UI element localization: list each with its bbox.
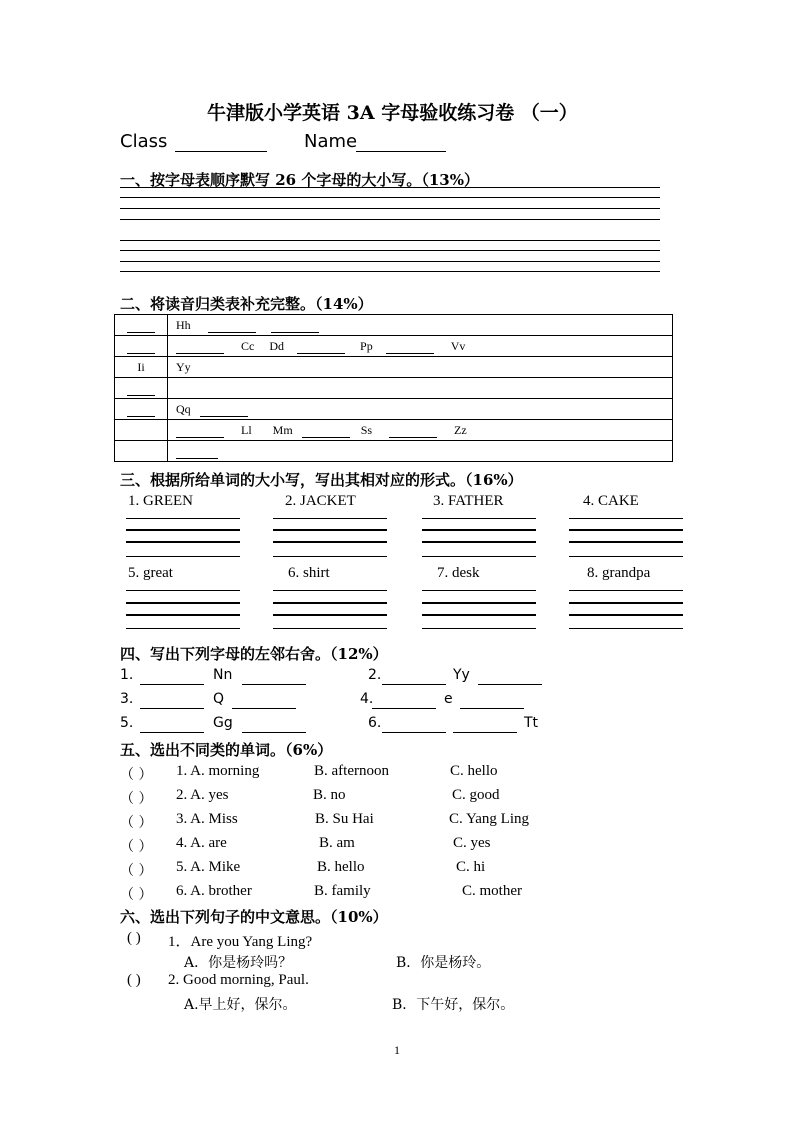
option-a: 4. A. are [176, 835, 227, 851]
neighbor-blank[interactable] [372, 708, 436, 709]
table-cell[interactable] [168, 399, 673, 420]
neighbor-letter-q: Q [213, 691, 225, 707]
neighbor-blank[interactable] [242, 684, 306, 685]
page-number: 1 [394, 1043, 400, 1057]
letter-yy: Yy [176, 359, 191, 374]
neighbor-blank[interactable] [232, 708, 296, 709]
neighbor-blank[interactable] [242, 732, 306, 733]
option-b: B. hello [317, 859, 365, 875]
option-a: 1. A. morning [176, 763, 260, 779]
table-cell[interactable] [168, 378, 673, 399]
name-label: Name [304, 131, 358, 152]
neighbor-blank[interactable] [382, 684, 446, 685]
table-cell[interactable] [168, 336, 673, 357]
neighbor-letter-yy: Yy [453, 667, 470, 683]
neighbor-num-2: 2. [368, 667, 382, 683]
option-b: B. afternoon [314, 763, 389, 779]
neighbor-blank[interactable] [382, 732, 446, 733]
answer-paren[interactable]: （ ） [120, 767, 153, 783]
neighbor-num-5: 5. [120, 715, 134, 731]
table-cell[interactable] [168, 315, 673, 336]
table-cell[interactable] [115, 441, 168, 462]
table-row [115, 315, 673, 336]
option-c: C. good [452, 787, 500, 803]
letter-hh: Hh [176, 317, 191, 332]
option-b: B. no [313, 787, 346, 803]
section5-heading: 五、选出不同类的单词。（6%） [120, 741, 333, 759]
word-green: 1. GREEN [128, 493, 193, 509]
section6-heading: 六、选出下列句子的中文意思。（10%） [120, 908, 388, 926]
table-row [115, 336, 673, 357]
section4-heading: 四、写出下列字母的左邻右舍。（12%） [120, 645, 388, 663]
neighbor-num-1: 1. [120, 667, 134, 683]
neighbor-letter-nn: Nn [213, 667, 233, 683]
table-cell[interactable] [168, 441, 673, 462]
neighbor-num-3: 3. [120, 691, 134, 707]
table-cell[interactable] [115, 420, 168, 441]
table-cell[interactable] [115, 336, 168, 357]
table-row [115, 357, 673, 378]
answer-paren[interactable]: （ ） [120, 887, 153, 903]
table-cell[interactable] [168, 357, 673, 378]
answer-paren[interactable]: （ ） [120, 791, 153, 807]
letter-zz: Zz [454, 422, 467, 437]
option-c: C. hi [456, 859, 486, 875]
letter-qq: Qq [176, 401, 191, 416]
neighbor-letter-tt: Tt [524, 715, 539, 731]
option-a: 5. A. Mike [176, 859, 241, 875]
table-cell[interactable] [115, 315, 168, 336]
word-shirt: 6. shirt [288, 565, 330, 581]
word-cake: 4. CAKE [583, 493, 639, 509]
neighbor-num-6: 6. [368, 715, 382, 731]
table-row [115, 399, 673, 420]
section2-heading: 二、将读音归类表补充完整。（14%） [120, 295, 373, 313]
section1-heading: 一、按字母表顺序默写 26 个字母的大小写。（13%） [120, 171, 479, 189]
answer-paren[interactable]: ( ) [127, 930, 141, 946]
letter-pp: Pp [360, 338, 373, 353]
word-jacket: 2. JACKET [285, 493, 356, 509]
neighbor-blank[interactable] [140, 732, 204, 733]
neighbor-letter-e: e [444, 691, 453, 707]
name-blank[interactable] [356, 151, 446, 152]
letter-mm: Mm [272, 422, 293, 437]
sound-classification-table [114, 314, 673, 462]
table-cell: Ii [115, 357, 168, 378]
option-a: A.早上好，保尔。 [184, 997, 297, 1013]
letter-dd: Dd [269, 338, 285, 353]
option-a: 6. A. brother [176, 883, 252, 899]
option-c: C. Yang Ling [449, 811, 530, 827]
letter-cc: Cc [241, 338, 255, 353]
neighbor-blank[interactable] [453, 732, 517, 733]
option-b: B. am [319, 835, 355, 851]
table-row [115, 441, 673, 462]
question-text: 1．Are you Yang Ling? [168, 934, 313, 950]
section3-heading: 三、根据所给单词的大小写，写出其相对应的形式。（16%） [120, 471, 523, 489]
neighbor-blank[interactable] [140, 684, 204, 685]
page-title: 牛津版小学英语 3A 字母验收练习卷 （一） [207, 102, 578, 124]
table-row [115, 420, 673, 441]
word-desk: 7. desk [437, 565, 480, 581]
option-c: C. mother [462, 883, 522, 899]
word-grandpa: 8. grandpa [587, 565, 651, 581]
neighbor-blank[interactable] [140, 708, 204, 709]
option-b: B．下午好，保尔。 [392, 997, 515, 1013]
table-row [115, 378, 673, 399]
table-cell[interactable] [168, 420, 673, 441]
table-cell[interactable] [115, 399, 168, 420]
answer-paren[interactable]: （ ） [120, 815, 153, 831]
class-label: Class [120, 131, 168, 152]
neighbor-blank[interactable] [478, 684, 542, 685]
word-great: 5. great [128, 565, 173, 581]
letter-vv: Vv [450, 338, 466, 353]
word-father: 3. FATHER [433, 493, 504, 509]
neighbor-num-4: 4. [360, 691, 374, 707]
option-a: 2. A. yes [176, 787, 229, 803]
class-blank[interactable] [175, 151, 267, 152]
letter-ll: Ll [241, 422, 252, 437]
neighbor-blank[interactable] [460, 708, 524, 709]
option-a: 3. A. Miss [176, 811, 238, 827]
option-b: B. family [314, 883, 371, 899]
neighbor-letter-gg: Gg [213, 715, 233, 731]
question-text: 2. Good morning, Paul. [168, 972, 309, 988]
table-cell[interactable] [115, 378, 168, 399]
answer-paren[interactable]: （ ） [120, 863, 153, 879]
option-b: B．你是杨玲。 [396, 955, 491, 971]
option-b: B. Su Hai [315, 811, 374, 827]
option-c: C. yes [453, 835, 491, 851]
answer-paren[interactable]: （ ） [120, 839, 153, 855]
option-c: C. hello [450, 763, 498, 779]
option-a: A．你是杨玲吗？ [184, 955, 293, 971]
answer-paren[interactable]: ( ) [127, 972, 141, 988]
letter-ss: Ss [360, 422, 373, 437]
